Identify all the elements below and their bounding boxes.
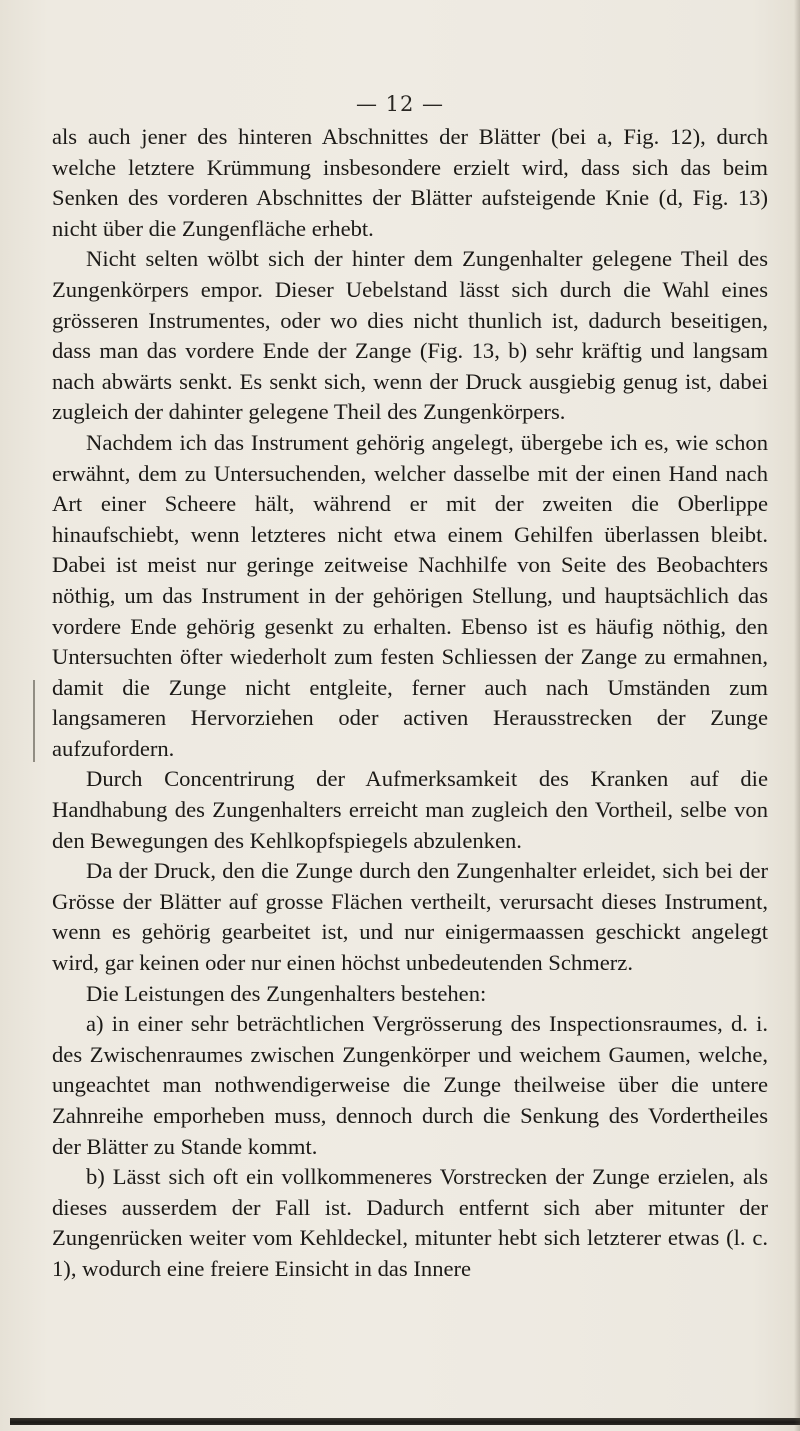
paragraph-2: Nicht selten wölbt sich der hinter dem Zungenhalter gelegene Theil des Zungenkörpers empor. Dieser Uebelstand lässt sich durch die Wahl eines grösseren Instrumentes, oder wo dies nicht thunlich ist, dadurch beseitigen, dass man das vordere Ende der Zange (Fig. 13, b) sehr kräftig und langsam nach abwärts senkt. Es senkt sich, wenn der Druck ausgiebig genug ist, dabei zugleich der dahinter gelegene Theil des Zungenkörpers.: [52, 246, 768, 425]
paragraph-6: Die Leistungen des Zungenhalters bestehen:: [86, 980, 487, 1006]
paragraph-5: Da der Druck, den die Zunge durch den Zungenhalter erleidet, sich bei der Grösse der Blätter auf grosse Flächen vertheilt, verursacht dieses Instrument, wenn es gehörig gearbeitet ist, und nur einigermaassen geschickt angelegt wird, gar keinen oder nur einen höchst unbedeutenden Schmerz.: [52, 858, 768, 976]
margin-mark: [33, 680, 35, 762]
paragraph-8: b) Lässt sich oft ein vollkommeneres Vorstrecken der Zunge erzielen, als dieses ausserdem der Fall ist. Dadurch entfernt sich aber mitunter der Zungenrücken weiter vom Kehldeckel, mitunter hebt sich letzterer etwas (l. c. 1), wodurch eine freiere Einsicht in das Innere: [52, 1164, 768, 1281]
paragraph-7: a) in einer sehr beträchtlichen Vergrösserung des Inspectionsraumes, d. i. des Zwischenraumes zwischen Zungenkörper und weichem Gaumen, welche, ungeachtet man nothwendigerweise die Zunge theilweise über die untere Zahnreihe emporheben muss, dennoch durch die Senkung des Vordertheiles der Blätter zu Stande kommt.: [52, 1011, 768, 1159]
body-text: [52, 122, 768, 1285]
paragraph-1: als auch jener des hinteren Abschnittes der Blätter (bei a, Fig. 12), durch welche letztere Krümmung insbesondere erzielt wird, dass sich das beim Senken des vorderen Abschnittes der Blätter aufsteigende Knie (d, Fig. 13) nicht über die Zungenfläche erhebt.: [52, 124, 768, 241]
page-number: — 12 —: [355, 92, 445, 116]
bottom-edge-rule: [10, 1418, 800, 1425]
paragraph-4: Durch Concentrirung der Aufmerksamkeit des Kranken auf die Handhabung des Zungenhalters erreicht man zugleich den Vortheil, selbe von den Bewegungen des Kehlkopfspiegels abzulenken.: [52, 766, 768, 853]
paragraph-3: Nachdem ich das Instrument gehörig angelegt, übergebe ich es, wie schon erwähnt, dem zu Untersuchenden, welcher dasselbe mit der einen Hand nach Art einer Scheere hält, während er mit der zweiten die Oberlippe hinaufschiebt, wenn letzteres nicht etwa einem Gehilfen überlassen bleibt. Dabei ist meist nur geringe zeitweise Nachhilfe von Seite des Beobachters nöthig, um das Instrument in der gehörigen Stellung, und hauptsächlich das vordere Ende gehörig gesenkt zu erhalten. Ebenso ist es häufig nöthig, den Untersuchten öfter wiederholt zum festen Schliessen der Zange zu ermahnen, damit die Zunge nicht entgleite, ferner auch nach Umständen zum langsameren Hervorziehen oder activen Herausstrecken der Zunge aufzufordern.: [52, 429, 768, 761]
page-edge-shadow: [794, 0, 800, 1431]
